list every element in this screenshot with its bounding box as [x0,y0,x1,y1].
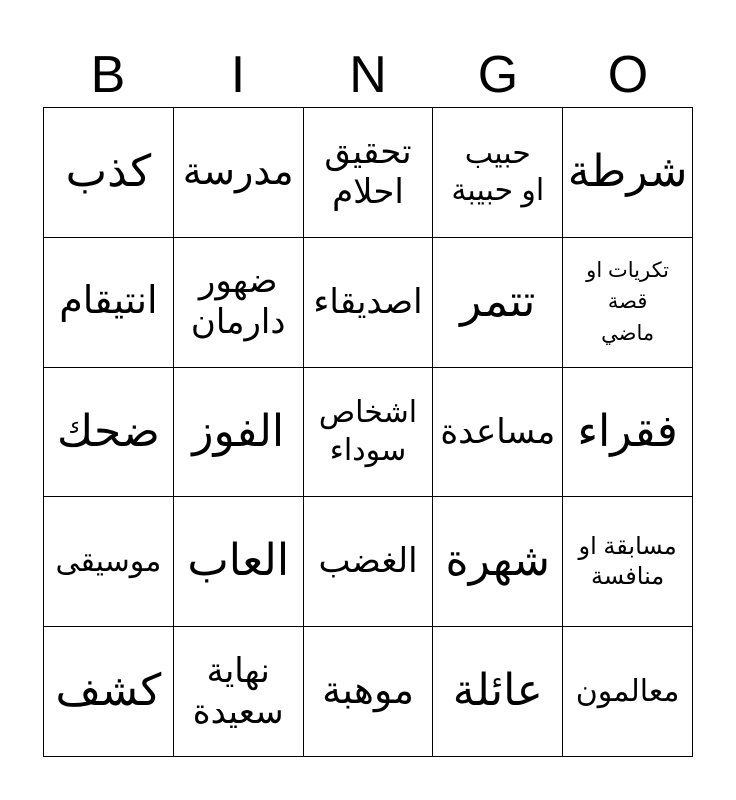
bingo-cell[interactable] [433,497,563,627]
header-letter-i: I [230,46,246,104]
bingo-cell[interactable] [44,497,174,627]
bingo-cell[interactable] [304,627,434,757]
bingo-cell[interactable] [304,238,434,368]
cell-text: شهرة [445,536,551,586]
bingo-cell[interactable] [44,238,174,368]
header-letter-b: B [90,46,126,104]
header-letter-n: N [349,46,387,104]
bingo-cell[interactable] [304,108,434,238]
cell-text: موهبة [322,669,414,712]
bingo-cell[interactable] [433,108,563,238]
bingo-cell[interactable] [44,108,174,238]
bingo-cell[interactable] [563,368,693,498]
cell-text: موسيقى [55,545,162,579]
bingo-card-grid [43,107,693,757]
bingo-header [43,44,693,106]
bingo-cell[interactable] [563,238,693,368]
cell-text: مدرسة [182,150,294,193]
cell-text: كذب [65,147,152,197]
bingo-cell[interactable] [304,497,434,627]
cell-text: كشف [55,666,162,716]
bingo-cell[interactable] [304,368,434,498]
cell-text: مساعدة [440,412,556,451]
bingo-cell[interactable] [433,238,563,368]
cell-text: ضحك [56,406,160,456]
bingo-cell[interactable] [433,368,563,498]
cell-text: تتمر [460,276,536,326]
bingo-cell[interactable] [174,368,304,498]
cell-text: تكريات او قصة ماضي [586,258,670,345]
cell-text: تحقيق احلام [324,132,412,212]
cell-text: شرطة [567,147,688,197]
bingo-cell[interactable] [44,368,174,498]
cell-text: العاب [187,536,290,586]
cell-text: اصديقاء [313,282,423,321]
bingo-cell[interactable] [174,627,304,757]
cell-text: عائلة [452,666,543,716]
cell-text: انتيقام [59,280,158,323]
bingo-cell[interactable] [174,108,304,238]
header-letter-o: O [607,46,649,104]
bingo-cell[interactable] [563,627,693,757]
cell-text: اشخاص سوداء [318,396,418,467]
cell-text: فقراء [577,406,678,456]
bingo-cell[interactable] [433,627,563,757]
header-letter-g: G [477,46,519,104]
cell-text: معالمون [575,674,680,708]
bingo-cell[interactable] [563,497,693,627]
cell-text: مسابقة او منافسة [578,532,677,590]
bingo-cell[interactable] [174,238,304,368]
cell-text: ضهور دارمان [190,262,286,342]
cell-text: الغضب [318,542,418,581]
cell-text: نهاية سعيدة [192,651,284,731]
bingo-cell[interactable] [44,627,174,757]
cell-text: الفوز [192,406,285,456]
bingo-cell[interactable] [563,108,693,238]
cell-text: حبيب او حبيبة [451,136,545,208]
bingo-cell[interactable] [174,497,304,627]
